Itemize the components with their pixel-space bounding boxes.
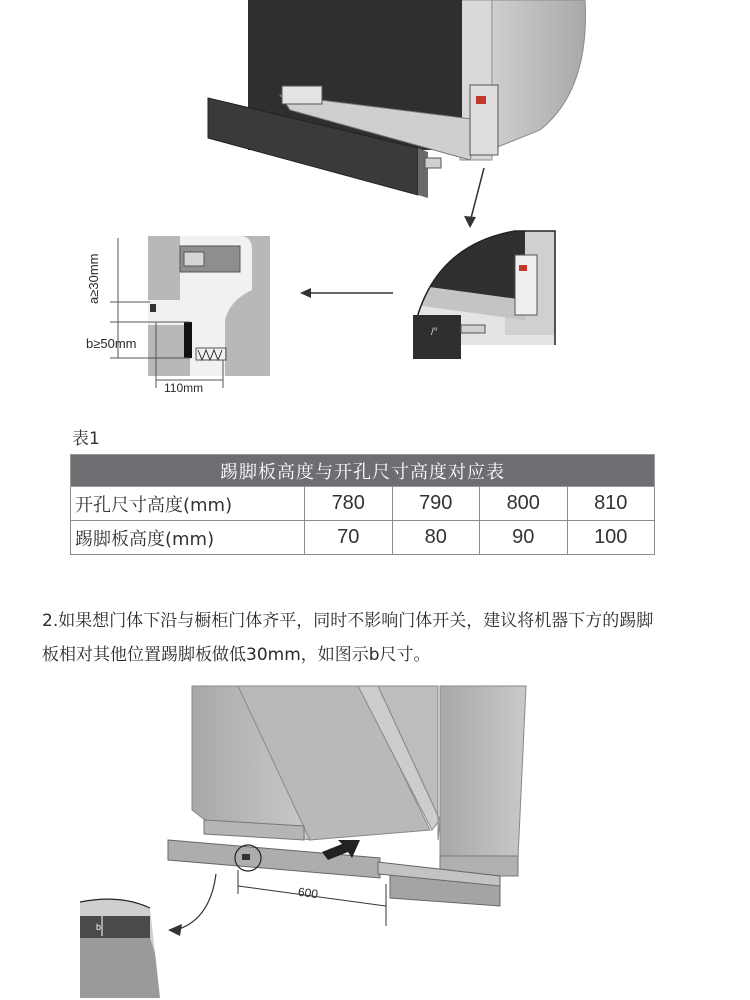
table-cell: 800 bbox=[480, 487, 568, 521]
row-label: 开孔尺寸高度(mm) bbox=[71, 487, 305, 521]
left-arrow-icon bbox=[300, 286, 395, 300]
table-cell: 780 bbox=[305, 487, 393, 521]
dimension-detail-diagram bbox=[80, 230, 280, 400]
instruction-note bbox=[42, 604, 722, 672]
dimension-600-label: 600 bbox=[297, 884, 319, 902]
table-row bbox=[71, 521, 655, 555]
table-cell: 80 bbox=[392, 521, 480, 555]
zoomed-detail-circle bbox=[405, 225, 565, 370]
dimension-label-width: 110mm bbox=[164, 381, 204, 395]
zoom-b-label: b bbox=[96, 922, 102, 932]
table-title: 踢脚板高度与开孔尺寸高度对应表 bbox=[71, 455, 655, 487]
note-line-2: 板相对其他位置踢脚板做低30mm，如图示b尺寸。 bbox=[42, 645, 431, 665]
bottom-plinth-illustration bbox=[60, 680, 530, 998]
top-installation-illustration bbox=[0, 0, 750, 230]
dimension-label-a: a≥30mm bbox=[86, 253, 101, 304]
table-cell: 90 bbox=[480, 521, 568, 555]
table-cell: 790 bbox=[392, 487, 480, 521]
row-label: 踢脚板高度(mm) bbox=[71, 521, 305, 555]
table-cell: 70 bbox=[305, 521, 393, 555]
table-caption: 表1 bbox=[72, 429, 100, 449]
plinth-height-table bbox=[70, 454, 655, 555]
svg-text:/°: /° bbox=[431, 327, 438, 338]
dimension-label-b: b≥50mm bbox=[86, 336, 137, 351]
table-cell: 100 bbox=[567, 521, 655, 555]
table-cell: 810 bbox=[567, 487, 655, 521]
table-row bbox=[71, 487, 655, 521]
note-line-1: 2.如果想门体下沿与橱柜门体齐平，同时不影响门体开关，建议将机器下方的踢脚 bbox=[42, 611, 654, 631]
